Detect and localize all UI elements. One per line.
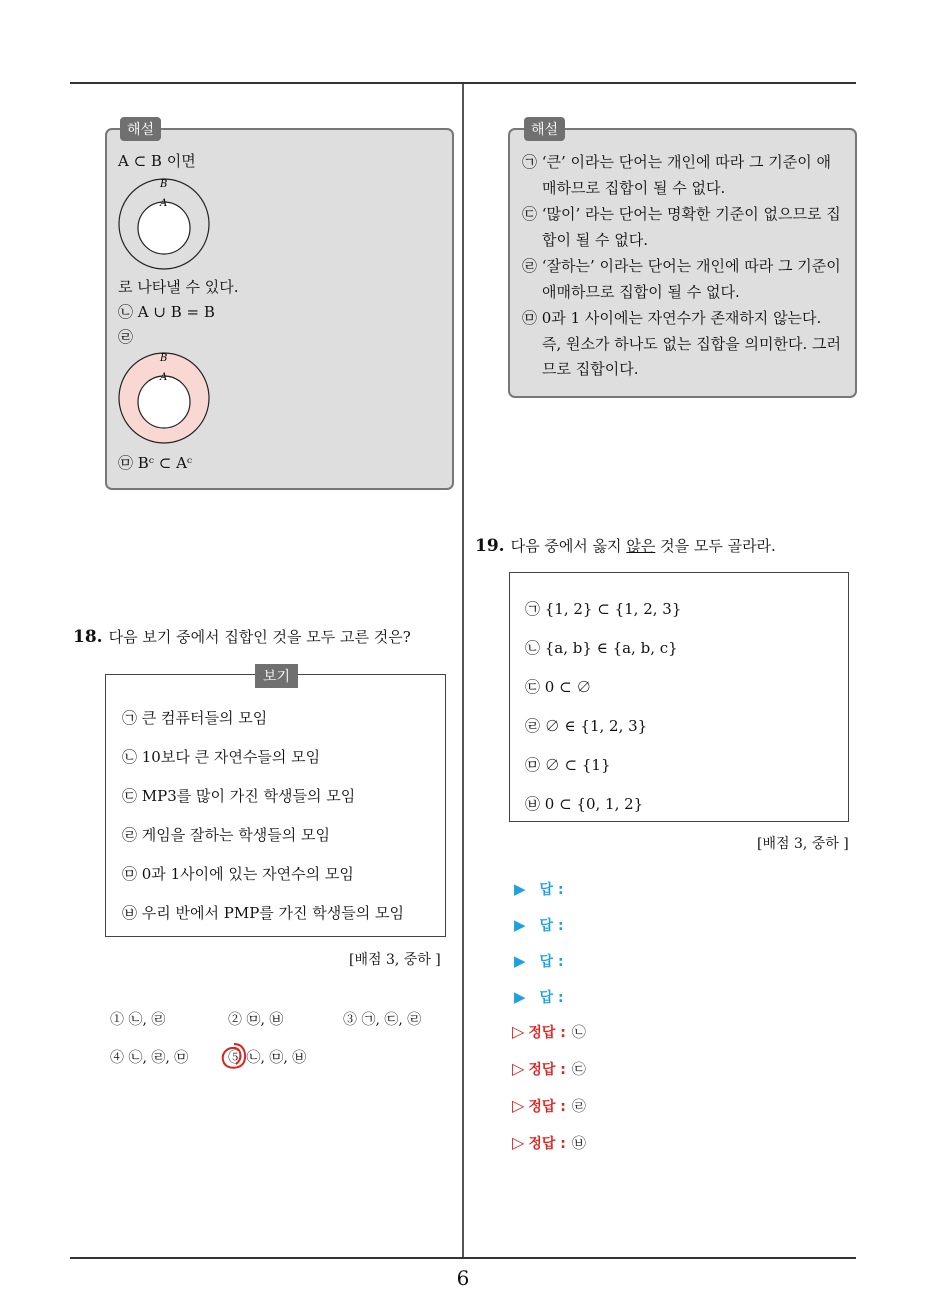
- answer-blank-4[interactable]: [514, 987, 564, 1007]
- right-explanation-line: 애매하므로 집합이 될 수 없다.: [542, 283, 740, 301]
- right-explanation-line: ㉣ ‘잘하는’ 이라는 단어는 개인에 따라 그 기준이: [522, 257, 841, 275]
- q19-item: ㉥ 0 ⊂ {0, 1, 2}: [525, 795, 644, 813]
- play-arrow-icon: ▶: [514, 916, 526, 934]
- venn1-inner-label: A: [160, 198, 168, 209]
- answer-label: 답 :: [539, 882, 564, 898]
- explanation-line-rieul: ㉣: [118, 328, 134, 346]
- q19-number: 19.: [475, 536, 505, 556]
- right-explanation-line: ㉠ ‘큰’ 이라는 단어는 개인에 따라 그 기준이 애: [522, 153, 832, 171]
- correct-label: 정답 :: [528, 1099, 566, 1115]
- play-arrow-icon: ▶: [514, 988, 526, 1006]
- correct-answer-4: [512, 1133, 586, 1153]
- q19-title: [475, 535, 776, 556]
- q18-item: ㉣ 게임을 잘하는 학생들의 모임: [122, 826, 330, 844]
- answer-label: 답 :: [539, 990, 564, 1006]
- q18-example-tag: 보기: [255, 664, 298, 688]
- q19-item: ㉤ ∅ ⊂ {1}: [525, 756, 611, 774]
- correct-value: ㉣: [571, 1099, 586, 1115]
- correct-answer-3: [512, 1096, 586, 1116]
- page-number: 6: [456, 1266, 470, 1290]
- right-explanation-tag: 해설: [524, 117, 565, 141]
- q19-text-underlined: 않은: [626, 537, 656, 555]
- venn-diagram-2: [112, 348, 218, 444]
- explanation-line-subset: A ⊂ B 이면: [118, 152, 196, 170]
- outline-arrow-icon: ▷: [512, 1096, 525, 1115]
- answer-blank-3[interactable]: [514, 951, 564, 971]
- q19-item: ㉢ 0 ⊂ ∅: [525, 678, 592, 696]
- outline-arrow-icon: ▷: [512, 1133, 525, 1152]
- left-explanation-tag: 해설: [120, 117, 161, 141]
- q19-score: [배점 3, 중하 ]: [757, 836, 849, 852]
- q19-text-after: 것을 모두 골라라.: [655, 537, 776, 555]
- venn2-inner-label: A: [160, 372, 168, 383]
- q18-item: ㉠ 큰 컴퓨터들의 모임: [122, 709, 268, 727]
- right-explanation-line: 즉, 원소가 하나도 없는 집합을 의미한다. 그러: [542, 335, 841, 353]
- answer-label: 답 :: [539, 954, 564, 970]
- q19-text-before: 다음 중에서 옳지: [510, 537, 627, 555]
- answer-blank-1[interactable]: [514, 879, 564, 899]
- right-explanation-line: 매하므로 집합이 될 수 없다.: [542, 179, 726, 197]
- venn1-outer-label: B: [160, 179, 168, 190]
- correct-value: ㉢: [571, 1062, 586, 1078]
- correct-value: ㉡: [571, 1025, 586, 1041]
- q18-choice-4[interactable]: ④ ㉡, ㉣, ㉤: [110, 1050, 189, 1066]
- correct-value: ㉥: [571, 1136, 586, 1152]
- q18-choice-3[interactable]: ③ ㉠, ㉢, ㉣: [343, 1012, 422, 1028]
- q18-title: [73, 626, 411, 647]
- q18-number: 18.: [73, 627, 103, 647]
- right-explanation-line: 합이 될 수 없다.: [542, 231, 649, 249]
- q18-choice-2[interactable]: ② ㉤, ㉥: [228, 1012, 284, 1028]
- explanation-line-union: ㉡ A ∪ B = B: [118, 303, 215, 321]
- answer-mark-circle: [218, 1040, 250, 1072]
- q18-item: ㉡ 10보다 큰 자연수들의 모임: [122, 748, 321, 766]
- explanation-line-complement: ㉤ Bᶜ ⊂ Aᶜ: [118, 454, 193, 472]
- q18-text: 다음 보기 중에서 집합인 것을 모두 고른 것은?: [108, 628, 411, 646]
- venn-diagram-1: [112, 174, 218, 270]
- correct-answer-1: [512, 1022, 586, 1042]
- q19-item: ㉣ ∅ ∈ {1, 2, 3}: [525, 717, 648, 735]
- q18-choice-1[interactable]: ① ㉡, ㉣: [110, 1012, 166, 1028]
- answer-label: 답 :: [539, 918, 564, 934]
- q18-choice-5[interactable]: ⑤ ㉡, ㉤, ㉥: [228, 1050, 307, 1066]
- right-explanation-line: ㉢ ‘많이’ 라는 단어는 명확한 기준이 없으므로 집: [522, 205, 841, 223]
- q18-item: ㉥ 우리 반에서 PMP를 가진 학생들의 모임: [122, 904, 405, 922]
- q19-item: ㉠ {1, 2} ⊂ {1, 2, 3}: [525, 600, 682, 618]
- q19-item: ㉡ {a, b} ∈ {a, b, c}: [525, 639, 678, 657]
- correct-label: 정답 :: [528, 1062, 566, 1078]
- outline-arrow-icon: ▷: [512, 1022, 525, 1041]
- answer-blank-2[interactable]: [514, 915, 564, 935]
- correct-label: 정답 :: [528, 1025, 566, 1041]
- correct-answer-2: [512, 1059, 586, 1079]
- q18-item: ㉤ 0과 1사이에 있는 자연수의 모임: [122, 865, 354, 883]
- bottom-rule: [70, 1257, 856, 1259]
- right-explanation-line: ㉤ 0과 1 사이에는 자연수가 존재하지 않는다.: [522, 309, 822, 327]
- column-divider: [462, 84, 464, 1257]
- outline-arrow-icon: ▷: [512, 1059, 525, 1078]
- play-arrow-icon: ▶: [514, 952, 526, 970]
- correct-label: 정답 :: [528, 1136, 566, 1152]
- q18-score: [배점 3, 중하 ]: [349, 952, 441, 968]
- play-arrow-icon: ▶: [514, 880, 526, 898]
- q18-item: ㉢ MP3를 많이 가진 학생들의 모임: [122, 787, 356, 805]
- venn2-outer-label: B: [160, 353, 168, 364]
- right-explanation-line: 므로 집합이다.: [542, 360, 639, 378]
- explanation-line-represent: 로 나타낼 수 있다.: [118, 278, 239, 296]
